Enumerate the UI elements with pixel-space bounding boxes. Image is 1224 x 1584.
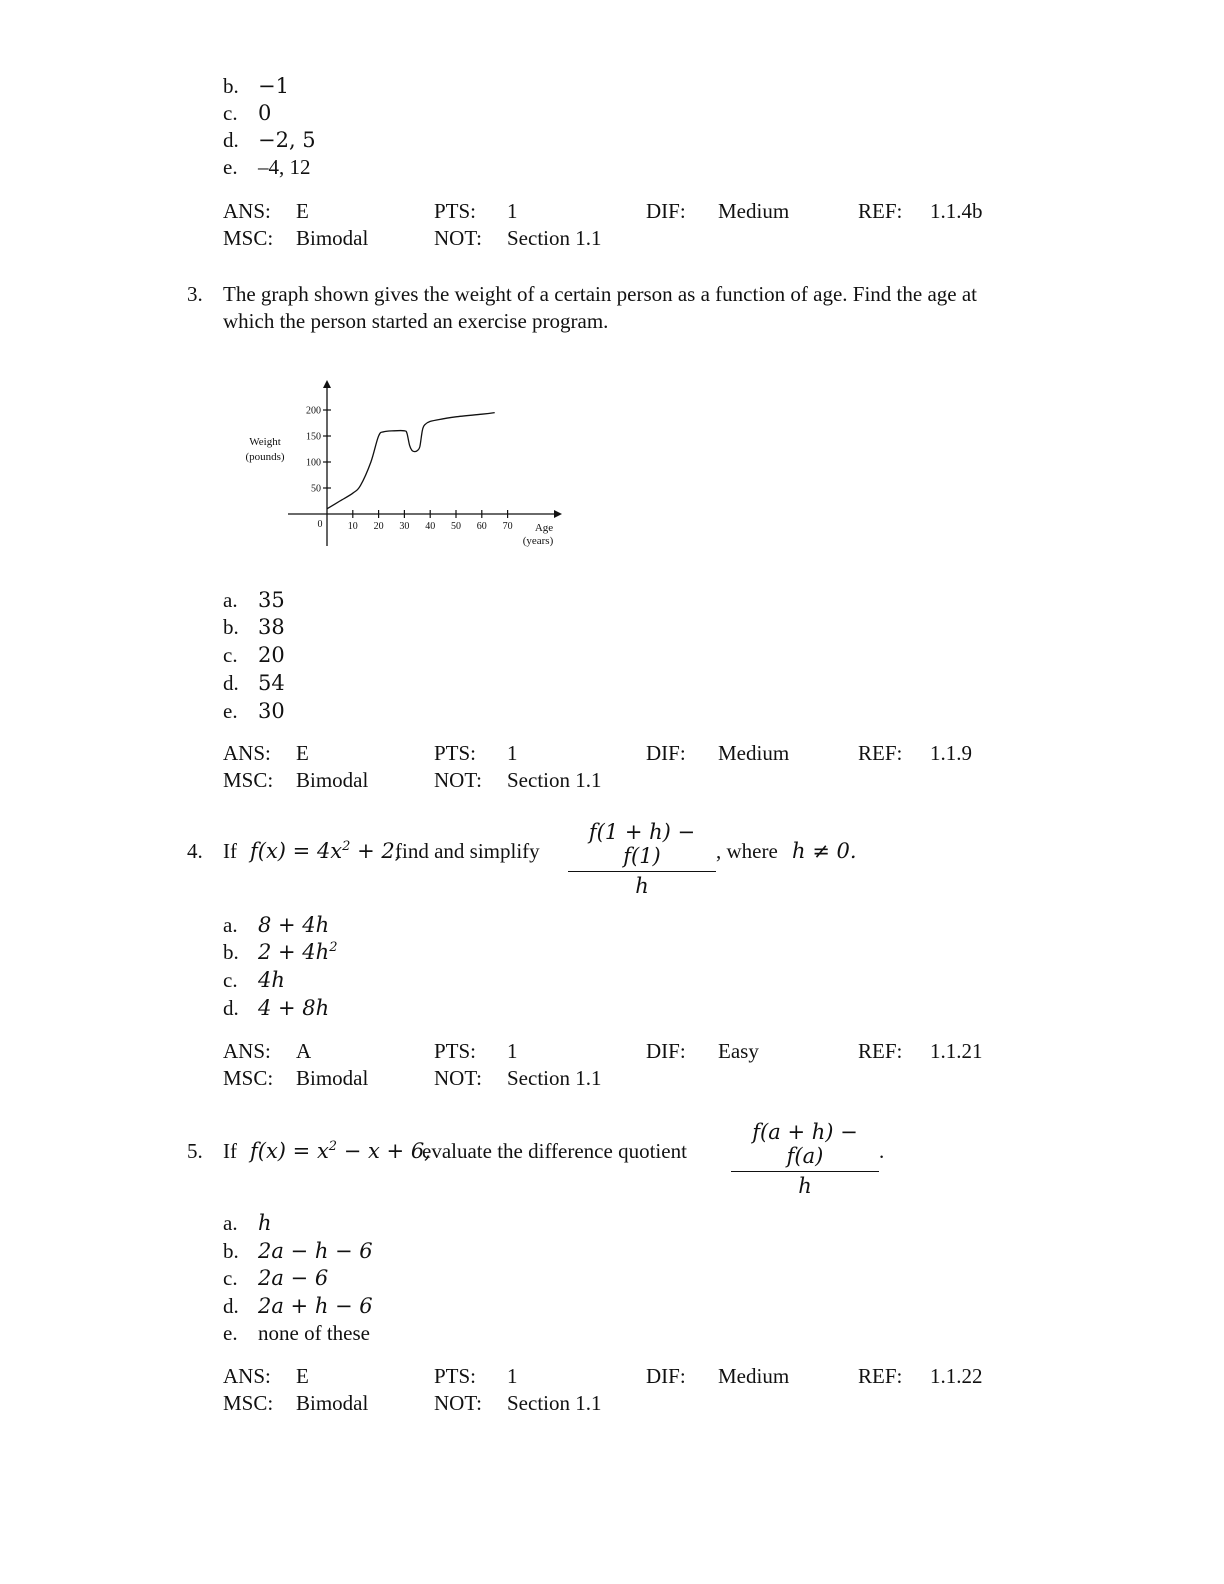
pts-value: 1	[507, 199, 518, 223]
y-tick-label: 150	[306, 431, 321, 443]
x-tick-label: 10	[347, 521, 358, 532]
question-word-if: If	[223, 839, 237, 863]
weight-age-chart	[236, 378, 576, 553]
fraction-bar	[568, 871, 716, 872]
choice-letter: a.	[223, 588, 238, 612]
x-tick-label: 50	[451, 521, 461, 532]
y-tick-label: 200	[306, 405, 321, 417]
dif-label: DIF:	[646, 199, 686, 223]
choice-text: 2a + h − 6	[258, 1294, 373, 1318]
dif-value: Medium	[718, 1364, 790, 1388]
not-label: NOT:	[434, 1066, 482, 1090]
question-number: 5.	[187, 1139, 203, 1163]
x-tick-label: 20	[373, 521, 384, 532]
question-text-where: , where	[716, 839, 778, 863]
dif-label: DIF:	[646, 1364, 686, 1388]
pts-value: 1	[507, 1039, 518, 1063]
ans-label: ANS:	[223, 1364, 271, 1388]
fraction-denominator: h	[798, 1174, 812, 1198]
ans-value: E	[296, 199, 309, 223]
choice-text: 4 + 8h	[258, 996, 330, 1020]
ref-value: 1.1.21	[930, 1039, 983, 1063]
question-text-line2: which the person started an exercise program.	[223, 309, 609, 333]
choice-text: 8 + 4h	[258, 913, 330, 937]
pts-value: 1	[507, 741, 518, 765]
question-text: find and simplify	[395, 839, 540, 863]
choice-letter: d.	[223, 671, 239, 695]
origin-label: 0	[317, 519, 323, 530]
ans-value: E	[296, 741, 309, 765]
pts-label: PTS:	[434, 741, 477, 765]
choice-letter: e.	[223, 155, 238, 179]
choice-text: 30	[258, 699, 285, 723]
ref-value: 1.1.22	[930, 1364, 983, 1388]
difference-quotient-fraction	[731, 1120, 879, 1198]
choice-letter: a.	[223, 1211, 238, 1235]
msc-label: MSC:	[223, 1066, 274, 1090]
x-tick-label: 30	[399, 521, 410, 532]
choice-text: 0	[258, 101, 272, 125]
choice-letter: c.	[223, 968, 238, 992]
y-tick-label: 50	[311, 483, 321, 495]
y-tick-label: 100	[306, 457, 321, 469]
x-axis-label-line1: Age	[534, 522, 554, 534]
msc-value: Bimodal	[296, 768, 369, 792]
choice-text: 20	[258, 643, 285, 667]
weight-curve	[327, 413, 495, 509]
choice-text: −2, 5	[258, 128, 316, 152]
ref-value: 1.1.9	[930, 741, 972, 765]
msc-label: MSC:	[223, 1391, 274, 1415]
ref-label: REF:	[858, 1039, 903, 1063]
choice-text: 38	[258, 615, 285, 639]
choice-letter: a.	[223, 913, 238, 937]
choice-letter: c.	[223, 101, 238, 125]
dif-value: Medium	[718, 199, 790, 223]
dif-value: Easy	[718, 1039, 759, 1063]
x-tick-label: 40	[425, 521, 436, 532]
x-axis-arrow	[554, 510, 562, 518]
choice-text: h	[258, 1211, 272, 1235]
not-value: Section 1.1	[507, 1066, 602, 1090]
choice-text: 54	[258, 671, 285, 695]
ref-label: REF:	[858, 741, 903, 765]
choice-text: −1	[258, 74, 289, 98]
not-value: Section 1.1	[507, 1391, 602, 1415]
choice-text: 2a − h − 6	[258, 1239, 373, 1263]
ans-value: E	[296, 1364, 309, 1388]
ref-label: REF:	[858, 199, 903, 223]
choice-letter: b.	[223, 615, 239, 639]
question-number: 3.	[187, 282, 203, 306]
msc-value: Bimodal	[296, 1066, 369, 1090]
difference-quotient-fraction	[568, 820, 716, 898]
msc-value: Bimodal	[296, 1391, 369, 1415]
pts-label: PTS:	[434, 1039, 477, 1063]
sentence-period: .	[879, 1139, 885, 1163]
pts-label: PTS:	[434, 1364, 477, 1388]
choice-text: 4h	[258, 968, 285, 992]
ans-value: A	[296, 1039, 312, 1063]
choice-letter: c.	[223, 1266, 238, 1290]
dif-value: Medium	[718, 741, 790, 765]
not-label: NOT:	[434, 1391, 482, 1415]
x-tick-label: 60	[476, 521, 487, 532]
y-axis-arrow	[323, 380, 331, 388]
choice-letter: b.	[223, 74, 239, 98]
dif-label: DIF:	[646, 741, 686, 765]
condition: h ≠ 0.	[792, 839, 857, 863]
choice-text: 2a − 6	[258, 1266, 329, 1290]
dif-label: DIF:	[646, 1039, 686, 1063]
fraction-denominator: h	[635, 874, 649, 898]
choice-letter: e.	[223, 699, 238, 723]
fraction-numerator: f(a + h) − f(a)	[752, 1120, 858, 1168]
msc-label: MSC:	[223, 768, 274, 792]
question-text-line1: The graph shown gives the weight of a certain person as a function of age. Find the age at	[223, 282, 978, 306]
y-axis-label-line1: Weight	[249, 436, 281, 448]
choice-text: 35	[258, 588, 285, 612]
x-axis-label-line2: (years)	[522, 535, 554, 547]
y-axis-label-line2: (pounds)	[245, 451, 285, 463]
choice-letter: b.	[223, 1239, 239, 1263]
ref-value: 1.1.4b	[930, 199, 983, 223]
ref-label: REF:	[858, 1364, 903, 1388]
not-label: NOT:	[434, 768, 482, 792]
function-definition: $f(x) = x^2 - x + 6$,	[250, 1139, 431, 1163]
choice-letter: c.	[223, 643, 238, 667]
choice-letter: b.	[223, 940, 239, 964]
choice-letter: d.	[223, 1294, 239, 1318]
choice-text: –4, 12	[258, 155, 311, 179]
pts-label: PTS:	[434, 199, 477, 223]
choice-letter: e.	[223, 1321, 238, 1345]
ans-label: ANS:	[223, 199, 271, 223]
question-word-if: If	[223, 1139, 237, 1163]
choice-text: none of these	[258, 1321, 370, 1345]
ans-label: ANS:	[223, 1039, 271, 1063]
choice-text: $2 + 4h^2$	[258, 940, 338, 964]
msc-label: MSC:	[223, 226, 274, 250]
not-label: NOT:	[434, 226, 482, 250]
not-value: Section 1.1	[507, 768, 602, 792]
fraction-numerator: f(1 + h) − f(1)	[588, 820, 696, 868]
function-definition: $f(x) = 4x^2 + 2$,	[250, 839, 402, 863]
not-value: Section 1.1	[507, 226, 602, 250]
pts-value: 1	[507, 1364, 518, 1388]
question-text: evaluate the difference quotient	[422, 1139, 687, 1163]
choice-letter: d.	[223, 128, 239, 152]
fraction-bar	[731, 1171, 879, 1172]
msc-value: Bimodal	[296, 226, 369, 250]
x-tick-label: 70	[502, 521, 513, 532]
question-number: 4.	[187, 839, 203, 863]
choice-letter: d.	[223, 996, 239, 1020]
ans-label: ANS:	[223, 741, 271, 765]
